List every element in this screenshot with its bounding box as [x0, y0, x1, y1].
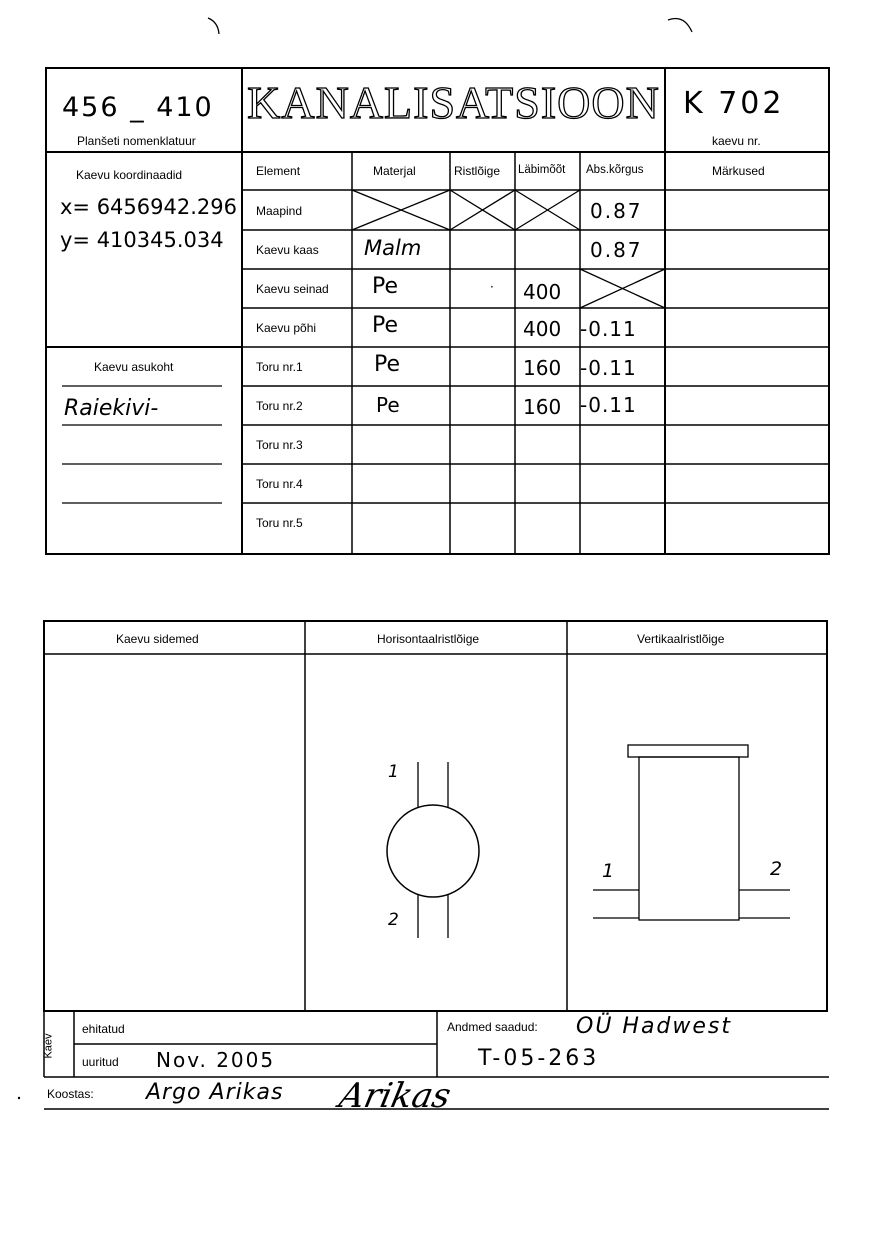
data-source-company: OÜ Hadwest [576, 1014, 733, 1039]
col-header-diameter: Läbimõõt [518, 164, 566, 176]
location-label: Kaevu asukoht [94, 360, 174, 374]
col-header-elevation: Abs.kõrgus [586, 164, 644, 176]
row-elevation: -0.11 [580, 317, 637, 341]
row-elevation: -0.11 [580, 393, 637, 417]
col-header-element: Element [256, 164, 301, 178]
row-diameter: 400 [523, 317, 562, 341]
row-elevation: 0.87 [590, 199, 643, 223]
well-number-value: K 702 [683, 86, 785, 121]
coordinate-y: y= 410345.034 [60, 228, 224, 252]
data-source-code: T-05-263 [478, 1046, 600, 1071]
row-element: Kaevu põhi [256, 321, 317, 335]
vertical-section-drawing [593, 745, 790, 920]
pipe-1-label: 1 [388, 762, 399, 782]
surveyed-value: Nov. 2005 [156, 1048, 276, 1072]
row-elevation: 0.87 [590, 238, 643, 262]
row-material: Pe [372, 274, 399, 299]
col-header-material: Materjal [373, 164, 416, 178]
row-element: Kaevu seinad [256, 282, 329, 296]
col-header-notes: Märkused [712, 164, 765, 178]
surveyed-label: uuritud [82, 1055, 119, 1069]
row-element: Toru nr.5 [256, 516, 303, 530]
row-material: Pe [376, 393, 400, 417]
row-diameter: 160 [523, 395, 562, 419]
row-element: Toru nr.4 [256, 477, 303, 491]
location-value: Raiekivi- [64, 396, 159, 421]
row-material: Pe [374, 352, 401, 377]
row-element: Toru nr.1 [256, 360, 303, 374]
pipe-2-label: 2 [770, 858, 783, 880]
data-source-label: Andmed saadud: [447, 1020, 538, 1034]
nomenclature-value: 456 _ 410 [62, 92, 214, 123]
row-element: Toru nr.2 [256, 399, 303, 413]
row-element: Kaevu kaas [256, 243, 319, 257]
row-element: Toru nr.3 [256, 438, 303, 452]
row-material: Malm [364, 236, 422, 260]
compiled-label: Koostas: [47, 1087, 94, 1101]
nomenclature-label: Planšeti nomenklatuur [77, 134, 196, 148]
row-element: Maapind [256, 204, 303, 218]
col-header-cross: Ristlõige [454, 164, 501, 178]
pipe-2-label: 2 [388, 910, 399, 930]
coordinate-x: x= 6456942.296 [60, 195, 237, 219]
row-cross: · [490, 280, 494, 294]
horizontal-section-heading: Horisontaalristlõige [377, 632, 480, 646]
built-label: ehitatud [82, 1022, 125, 1036]
row-diameter: 160 [523, 356, 562, 380]
pipe-1-label: 1 [602, 860, 615, 882]
row-elevation: -0.11 [580, 356, 637, 380]
signature: Arikas [335, 1076, 455, 1116]
compiled-by: Argo Arikas [146, 1080, 284, 1105]
coordinates-label: Kaevu koordinaadid [76, 168, 183, 182]
row-material: Pe [372, 313, 399, 338]
horizontal-section-drawing [387, 762, 479, 938]
page-title: KANALISATSIOON [247, 77, 660, 128]
connections-heading: Kaevu sidemed [116, 632, 199, 646]
side-label: Kaev [42, 1033, 55, 1059]
vertical-section-heading: Vertikaalristlõige [637, 632, 725, 646]
well-number-label: kaevu nr. [712, 134, 761, 148]
row-diameter: 400 [523, 280, 562, 304]
